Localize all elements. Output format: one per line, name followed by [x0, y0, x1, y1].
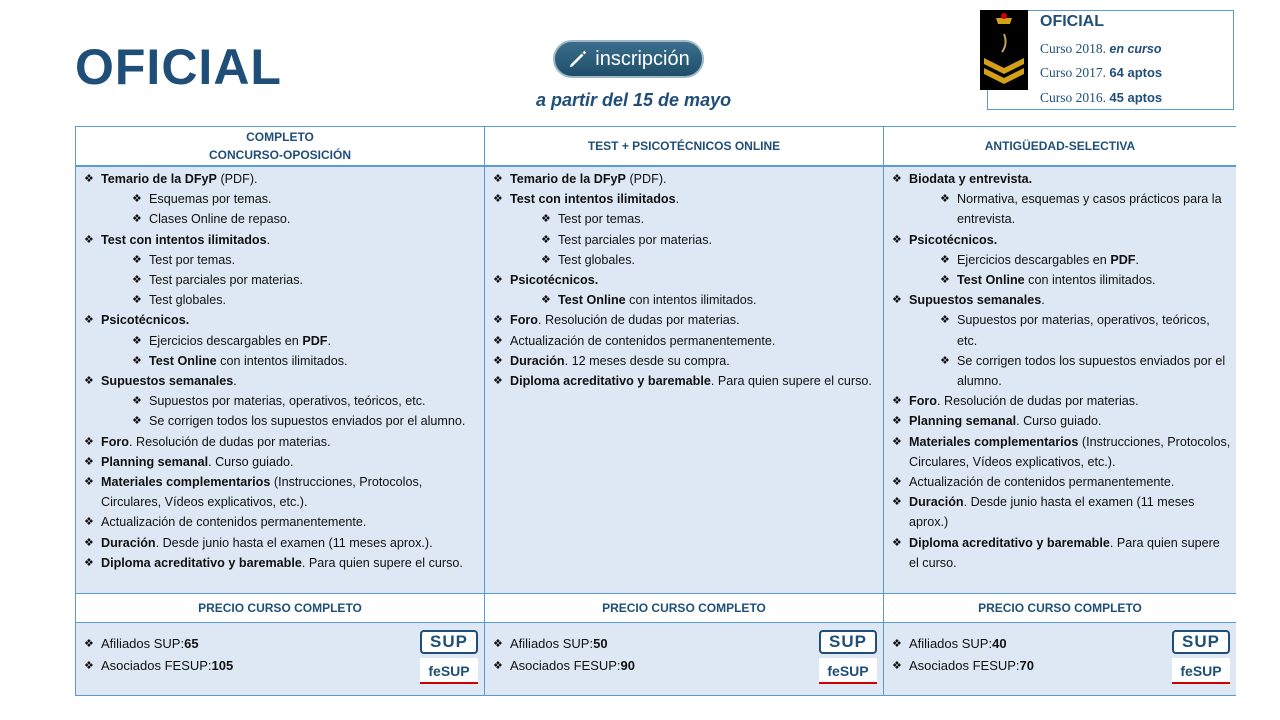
- column-header-line: TEST + PSICOTÉCNICOS ONLINE: [587, 139, 781, 153]
- feature-rest: .: [266, 232, 271, 247]
- feature-rest: Supuestos por materias, operativos, teóricos, etc.: [149, 394, 426, 409]
- column-header-line: COMPLETO: [246, 130, 314, 144]
- feature-rest: .: [1041, 293, 1045, 308]
- feature-rest: . Resolución de dudas por materias.: [537, 313, 740, 328]
- feature-rest: Actualización de contenidos permanentemente.: [909, 475, 1175, 490]
- feature-rest: Actualización de contenidos permanentemente.: [510, 333, 776, 348]
- feature-text: [909, 290, 1045, 310]
- diamond-bullet-icon: ❖: [541, 294, 551, 307]
- price-label: Asociados FESUP:: [510, 658, 621, 673]
- feature-text: [510, 331, 775, 351]
- feature-bold: Test Online: [149, 353, 217, 368]
- feature-text: [510, 371, 872, 391]
- feature-rest: . Resolución de dudas por materias.: [128, 434, 331, 449]
- info-line: [1040, 41, 1162, 57]
- feature-text: [149, 209, 290, 229]
- info-line-prefix: Curso 2017.: [1040, 65, 1110, 80]
- diamond-bullet-icon: ❖: [493, 314, 503, 327]
- feature-text: [909, 169, 1032, 189]
- diamond-bullet-icon: ❖: [84, 638, 94, 650]
- feature-item: [493, 169, 879, 189]
- feature-text: [957, 270, 1156, 290]
- feature-rest: . Curso guiado.: [1016, 414, 1102, 429]
- feature-item: [84, 270, 480, 290]
- logos: [1172, 630, 1230, 688]
- diamond-bullet-icon: ❖: [892, 638, 902, 650]
- diamond-bullet-icon: ❖: [892, 536, 902, 549]
- diamond-bullet-icon: ❖: [132, 354, 142, 367]
- diamond-bullet-icon: ❖: [892, 660, 902, 672]
- diamond-bullet-icon: ❖: [940, 314, 950, 327]
- feature-rest: . Resolución de dudas por materias.: [936, 394, 1139, 409]
- feature-rest: . Para quien supere el curso.: [301, 555, 463, 570]
- diamond-bullet-icon: ❖: [84, 660, 94, 672]
- feature-rest: (Instrucciones, Protocolos, Circulares, Vídeos explicativos, etc.).: [101, 475, 423, 510]
- feature-item: [892, 290, 1232, 310]
- feature-rest: (PDF).: [625, 172, 667, 186]
- feature-bold: Psicotécnicos.: [101, 313, 190, 328]
- feature-item: [84, 169, 480, 189]
- diamond-bullet-icon: ❖: [84, 516, 94, 529]
- feature-item: [84, 411, 480, 431]
- feature-bold: Foro: [101, 434, 129, 449]
- feature-rest: . Para quien supere el curso.: [909, 535, 1220, 570]
- column-features: [884, 167, 1236, 593]
- feature-bold: Duración: [909, 495, 964, 510]
- feature-rest: .: [1135, 252, 1139, 267]
- page-title: OFICIAL: [75, 39, 282, 95]
- feature-text: [957, 310, 1232, 350]
- diamond-bullet-icon: ❖: [892, 173, 902, 185]
- feature-rest: Test globales.: [558, 252, 636, 267]
- price-label: Afiliados SUP:: [101, 636, 185, 651]
- feature-text: [957, 250, 1139, 270]
- diamond-bullet-icon: ❖: [541, 253, 551, 266]
- feature-item: [892, 230, 1232, 250]
- price-item: [493, 655, 875, 677]
- feature-item: [84, 331, 480, 351]
- price-body: [485, 623, 883, 695]
- feature-bold: Supuestos semanales: [909, 293, 1042, 308]
- feature-bold: Duración: [101, 535, 156, 550]
- feature-item: [892, 432, 1232, 472]
- fesup-logo: feSUP: [819, 658, 877, 684]
- diamond-bullet-icon: ❖: [493, 173, 503, 185]
- feature-text: [101, 432, 331, 452]
- feature-bold: Test con intentos ilimitados: [101, 232, 267, 247]
- inscription-date: a partir del 15 de mayo: [536, 90, 732, 110]
- feature-bold: Foro: [909, 394, 937, 409]
- diamond-bullet-icon: ❖: [84, 233, 94, 246]
- price-value: 40: [992, 636, 1007, 651]
- course-info-box: [987, 10, 1234, 110]
- feature-rest: Test parciales por materias.: [558, 232, 712, 247]
- feature-bold: Diploma acreditativo y baremable: [101, 555, 302, 570]
- price-header: PRECIO CURSO COMPLETO: [884, 593, 1236, 623]
- price-header: PRECIO CURSO COMPLETO: [485, 593, 883, 623]
- feature-text: [101, 553, 463, 573]
- info-line-prefix: Curso 2016.: [1040, 90, 1110, 105]
- feature-rest: Supuestos por materias, operativos, teóricos, etc.: [957, 313, 1210, 348]
- diamond-bullet-icon: ❖: [84, 536, 94, 549]
- feature-text: [101, 472, 480, 512]
- feature-text: [149, 290, 226, 310]
- feature-text: [558, 209, 644, 229]
- feature-rest: .: [675, 192, 680, 207]
- diamond-bullet-icon: ❖: [892, 476, 902, 489]
- inscription-button[interactable]: [553, 40, 704, 78]
- feature-text: [149, 270, 303, 290]
- feature-bold: Test con intentos ilimitados: [510, 192, 676, 207]
- price-label: Afiliados SUP:: [510, 636, 594, 651]
- feature-item: [84, 351, 480, 371]
- diamond-bullet-icon: ❖: [132, 415, 142, 428]
- feature-rest: Test por temas.: [558, 212, 645, 227]
- diamond-bullet-icon: ❖: [892, 395, 902, 408]
- diamond-bullet-icon: ❖: [892, 415, 902, 428]
- info-line-value: en curso: [1109, 42, 1162, 56]
- diamond-bullet-icon: ❖: [132, 334, 142, 347]
- diamond-bullet-icon: ❖: [892, 496, 902, 509]
- diamond-bullet-icon: ❖: [84, 435, 94, 448]
- price-body: [76, 623, 484, 695]
- feature-rest: con intentos ilimitados.: [216, 353, 348, 368]
- feature-item: [84, 452, 480, 472]
- feature-item: [892, 189, 1232, 229]
- feature-text: [909, 432, 1232, 472]
- feature-text: [149, 331, 331, 351]
- diamond-bullet-icon: ❖: [84, 455, 94, 468]
- feature-item: [493, 270, 879, 290]
- price-label: Asociados FESUP:: [909, 658, 1020, 673]
- logos: [420, 630, 478, 688]
- price-value: 105: [211, 658, 234, 673]
- diamond-bullet-icon: ❖: [541, 213, 551, 226]
- feature-text: [909, 230, 997, 250]
- feature-item: [84, 472, 480, 512]
- feature-rest: . Para quien supere el curso.: [710, 374, 872, 389]
- feature-item: [84, 230, 480, 250]
- feature-rest: . 12 meses desde su compra.: [564, 353, 730, 368]
- feature-item: [892, 533, 1232, 573]
- feature-bold: Planning semanal: [101, 454, 209, 469]
- price-label: Asociados FESUP:: [101, 658, 212, 673]
- diamond-bullet-icon: ❖: [493, 638, 503, 650]
- diamond-bullet-icon: ❖: [84, 173, 94, 185]
- feature-text: [510, 189, 679, 209]
- diamond-bullet-icon: ❖: [132, 395, 142, 408]
- feature-text: [558, 230, 712, 250]
- fesup-logo: feSUP: [420, 658, 478, 684]
- feature-rest: Test parciales por materias.: [149, 273, 303, 288]
- feature-text: [149, 391, 426, 411]
- feature-item: [493, 310, 879, 330]
- feature-item: [892, 310, 1232, 350]
- diamond-bullet-icon: ❖: [940, 354, 950, 367]
- feature-rest: Se corrigen todos los supuestos enviados por el alumno.: [149, 414, 466, 429]
- column-header-line: ANTIGÜEDAD-SELECTIVA: [984, 139, 1136, 153]
- column-features: [76, 167, 484, 593]
- info-line-value: 64 aptos: [1109, 65, 1163, 80]
- sup-logo: SUP: [819, 630, 877, 654]
- feature-text: [909, 533, 1232, 573]
- logos: [819, 630, 877, 688]
- feature-rest: . Desde junio hasta el examen (11 meses aprox.).: [155, 535, 433, 550]
- feature-item: [493, 250, 879, 270]
- feature-rest: Test por temas.: [149, 252, 236, 267]
- fesup-logo: feSUP: [1172, 658, 1230, 684]
- feature-rest: Ejercicios descargables en: [149, 333, 303, 348]
- diamond-bullet-icon: ❖: [132, 193, 142, 206]
- feature-bold: Temario de la DFyP: [101, 172, 217, 186]
- diamond-bullet-icon: ❖: [940, 274, 950, 287]
- feature-text: [909, 472, 1174, 492]
- diamond-bullet-icon: ❖: [84, 375, 94, 388]
- feature-item: [892, 250, 1232, 270]
- feature-item: [493, 331, 879, 351]
- feature-text: [101, 452, 294, 472]
- column-features: [485, 167, 883, 593]
- feature-bold: Diploma acreditativo y baremable: [510, 374, 711, 389]
- feature-text: [101, 230, 270, 250]
- feature-bold: Materiales complementarios: [101, 475, 271, 490]
- feature-bold: Test Online: [558, 293, 626, 308]
- feature-bold: PDF: [1110, 252, 1136, 267]
- feature-bold: Supuestos semanales: [101, 374, 234, 389]
- feature-text: [909, 391, 1139, 411]
- feature-bold: Biodata y entrevista.: [909, 172, 1033, 186]
- feature-item: [84, 290, 480, 310]
- feature-text: [101, 371, 237, 391]
- feature-item: [84, 512, 480, 532]
- diamond-bullet-icon: ❖: [493, 375, 503, 388]
- feature-rest: Se corrigen todos los supuestos enviados por el alumno.: [957, 353, 1226, 389]
- course-column: [485, 127, 884, 695]
- pencil-icon: [567, 48, 589, 70]
- column-header-line: CONCURSO-OPOSICIÓN: [208, 148, 351, 162]
- feature-item: [84, 250, 480, 270]
- rank-insignia-icon: [980, 10, 1028, 90]
- feature-text: [957, 351, 1232, 391]
- feature-text: [510, 351, 730, 371]
- feature-text: [101, 533, 433, 553]
- diamond-bullet-icon: ❖: [940, 253, 950, 266]
- feature-item: [84, 391, 480, 411]
- feature-item: [892, 492, 1232, 532]
- diamond-bullet-icon: ❖: [892, 294, 902, 307]
- sup-logo: SUP: [420, 630, 478, 654]
- feature-text: [909, 411, 1102, 431]
- column-header: [76, 127, 484, 167]
- feature-rest: con intentos ilimitados.: [1024, 273, 1156, 288]
- feature-item: [84, 189, 480, 209]
- column-header: [884, 127, 1236, 167]
- feature-text: [957, 189, 1232, 229]
- info-line-value: 45 aptos: [1109, 90, 1163, 105]
- feature-item: [493, 209, 879, 229]
- price-label: Afiliados SUP:: [909, 636, 993, 651]
- inscription-label: inscripción: [595, 47, 690, 70]
- price-item: [493, 633, 875, 655]
- feature-text: [101, 310, 189, 330]
- diamond-bullet-icon: ❖: [132, 253, 142, 266]
- feature-item: [892, 472, 1232, 492]
- diamond-bullet-icon: ❖: [940, 193, 950, 206]
- diamond-bullet-icon: ❖: [892, 435, 902, 448]
- feature-rest: Clases Online de repaso.: [149, 212, 291, 227]
- feature-rest: .: [327, 333, 331, 348]
- feature-rest: . Desde junio hasta el examen (11 meses aprox.): [909, 495, 1195, 530]
- feature-item: [84, 209, 480, 229]
- price-body: [884, 623, 1236, 695]
- feature-bold: Duración: [510, 353, 565, 368]
- feature-text: [149, 351, 348, 371]
- feature-text: [510, 270, 598, 290]
- feature-text: [558, 250, 635, 270]
- diamond-bullet-icon: ❖: [493, 660, 503, 672]
- column-header: [485, 127, 883, 167]
- feature-text: [149, 250, 235, 270]
- price-header: PRECIO CURSO COMPLETO: [76, 593, 484, 623]
- feature-item: [84, 371, 480, 391]
- diamond-bullet-icon: ❖: [84, 314, 94, 327]
- feature-rest: (Instrucciones, Protocolos, Circulares, Vídeos explicativos, etc.).: [909, 434, 1231, 469]
- price-value: 90: [620, 658, 636, 673]
- diamond-bullet-icon: ❖: [541, 233, 551, 246]
- diamond-bullet-icon: ❖: [892, 233, 902, 246]
- feature-item: [892, 270, 1232, 290]
- feature-item: [84, 533, 480, 553]
- feature-rest: . Curso guiado.: [208, 454, 294, 469]
- feature-text: [909, 492, 1232, 532]
- feature-rest: Esquemas por temas.: [149, 192, 272, 207]
- feature-item: [493, 351, 879, 371]
- feature-rest: con intentos ilimitados.: [625, 293, 757, 308]
- feature-item: [493, 371, 879, 391]
- diamond-bullet-icon: ❖: [84, 476, 94, 489]
- course-column: [884, 127, 1236, 695]
- diamond-bullet-icon: ❖: [493, 354, 503, 367]
- feature-text: [510, 169, 667, 189]
- diamond-bullet-icon: ❖: [493, 274, 503, 287]
- feature-bold: Foro: [510, 313, 538, 328]
- courses-table: [75, 126, 1236, 696]
- diamond-bullet-icon: ❖: [84, 556, 94, 569]
- feature-bold: Test Online: [957, 273, 1025, 288]
- feature-bold: Psicotécnicos.: [909, 232, 998, 247]
- feature-text: [149, 189, 272, 209]
- feature-rest: Test globales.: [149, 293, 227, 308]
- diamond-bullet-icon: ❖: [132, 274, 142, 287]
- diamond-bullet-icon: ❖: [132, 213, 142, 226]
- price-value: 50: [593, 636, 608, 651]
- feature-text: [101, 169, 258, 189]
- feature-text: [558, 290, 757, 310]
- info-line: [1040, 65, 1162, 81]
- price-value: 70: [1019, 658, 1035, 673]
- feature-text: [101, 512, 366, 532]
- feature-bold: Materiales complementarios: [909, 434, 1079, 449]
- price-value: 65: [184, 636, 199, 651]
- feature-item: [892, 411, 1232, 431]
- info-line-prefix: Curso 2018.: [1040, 41, 1110, 56]
- feature-item: [892, 351, 1232, 391]
- feature-item: [892, 391, 1232, 411]
- price-item: [84, 655, 476, 677]
- diamond-bullet-icon: ❖: [493, 193, 503, 206]
- feature-text: [510, 310, 740, 330]
- feature-text: [149, 411, 465, 431]
- feature-rest: (PDF).: [216, 172, 258, 186]
- feature-item: [493, 290, 879, 310]
- feature-item: [84, 432, 480, 452]
- feature-bold: Temario de la DFyP: [510, 172, 626, 186]
- feature-item: [84, 310, 480, 330]
- info-title: OFICIAL: [1040, 13, 1104, 30]
- price-item: [84, 633, 476, 655]
- feature-item: [84, 553, 480, 573]
- course-column: [76, 127, 485, 695]
- feature-item: [892, 169, 1232, 189]
- feature-bold: Psicotécnicos.: [510, 273, 599, 288]
- feature-item: [493, 189, 879, 209]
- sup-logo: SUP: [1172, 630, 1230, 654]
- feature-rest: Actualización de contenidos permanentemente.: [101, 515, 367, 530]
- feature-bold: Diploma acreditativo y baremable: [909, 535, 1110, 550]
- feature-rest: .: [233, 374, 237, 389]
- feature-item: [493, 230, 879, 250]
- feature-bold: PDF: [302, 333, 328, 348]
- feature-rest: Normativa, esquemas y casos prácticos para la entrevista.: [957, 192, 1222, 227]
- feature-bold: Planning semanal: [909, 414, 1017, 429]
- diamond-bullet-icon: ❖: [132, 294, 142, 307]
- feature-rest: Ejercicios descargables en: [957, 252, 1111, 267]
- diamond-bullet-icon: ❖: [493, 334, 503, 347]
- info-line: [1040, 90, 1162, 106]
